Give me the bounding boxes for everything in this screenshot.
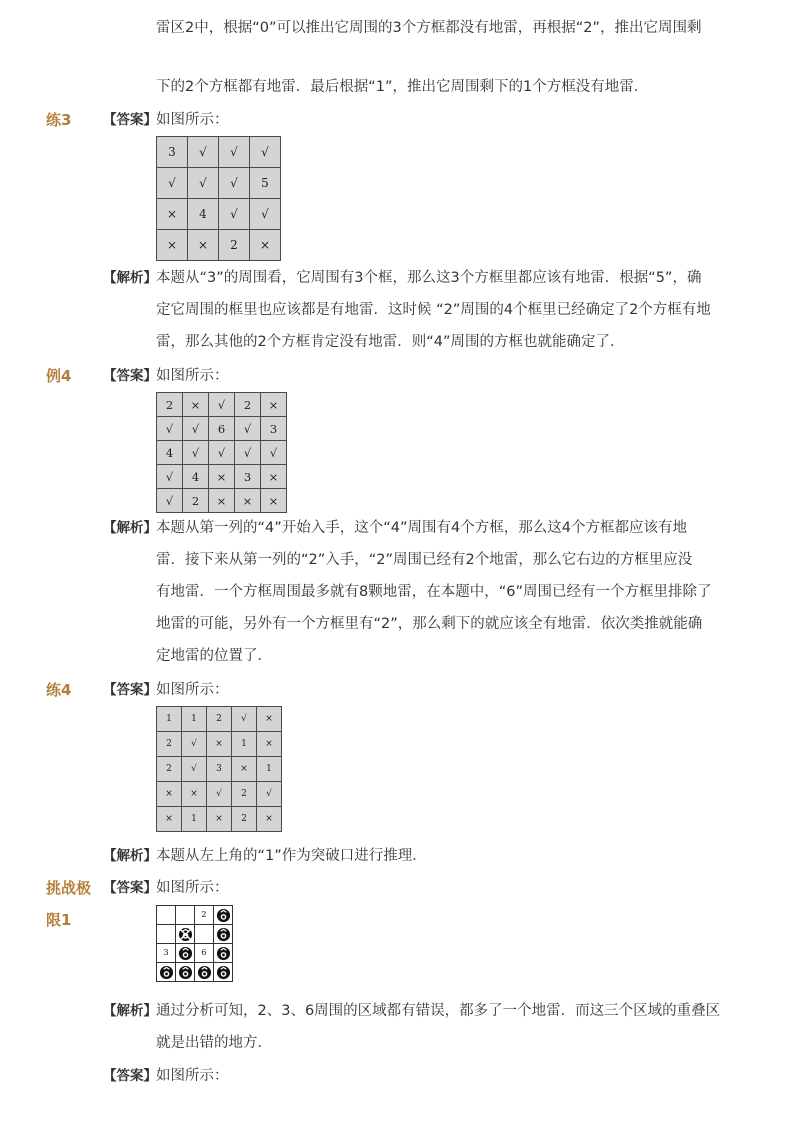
grid-cell: √ bbox=[188, 168, 219, 199]
grid-cell: 1 bbox=[157, 707, 182, 732]
answer-tag: 【答案】 bbox=[103, 880, 157, 896]
grid-cell: √ bbox=[209, 441, 235, 465]
grid-row bbox=[157, 906, 233, 925]
answer-tag: 【答案】 bbox=[103, 682, 157, 698]
grid-cell: × bbox=[261, 465, 287, 489]
analysis-line: 就是出错的地方． bbox=[156, 1035, 272, 1051]
grid-cell: 4 bbox=[157, 441, 183, 465]
grid-cell: √ bbox=[157, 168, 188, 199]
grid-cell: × bbox=[209, 465, 235, 489]
grid-cell bbox=[214, 963, 233, 982]
answer-grid-li4 bbox=[156, 392, 287, 513]
analysis-line: 有地雷．一个方框周围最多就有8颗地雷，在本题中，“6”周围已经有一个方框里排除了 bbox=[156, 584, 712, 600]
grid-cell: 2 bbox=[157, 393, 183, 417]
grid-cell: 3 bbox=[235, 465, 261, 489]
grid-cell bbox=[214, 925, 233, 944]
grid-cell: 5 bbox=[250, 168, 281, 199]
analysis-tag: 【解析】 bbox=[103, 520, 157, 536]
grid-cell: × bbox=[209, 489, 235, 513]
grid-row bbox=[157, 782, 282, 807]
grid-cell: × bbox=[261, 393, 287, 417]
intro-line-2: 下的2个方框都有地雷．最后根据“1”，推出它周围剩下的1个方框没有地雷． bbox=[156, 79, 649, 95]
grid-cell: √ bbox=[183, 417, 209, 441]
section-label-tiaozhan-1: 挑战极 bbox=[46, 879, 92, 897]
mine-icon bbox=[216, 908, 231, 923]
grid-cell: √ bbox=[219, 137, 250, 168]
grid-cell bbox=[195, 963, 214, 982]
grid-cell: 2 bbox=[195, 906, 214, 925]
grid-cell: × bbox=[250, 230, 281, 261]
analysis-line: 通过分析可知，2、3、6周围的区域都有错误，都多了一个地雷．而这三个区域的重叠区 bbox=[156, 1003, 721, 1019]
answer-text: 如图所示： bbox=[156, 368, 229, 384]
grid-cell: 6 bbox=[209, 417, 235, 441]
grid-cell: × bbox=[261, 489, 287, 513]
mine-icon bbox=[216, 946, 231, 961]
grid-cell: √ bbox=[188, 137, 219, 168]
analysis-line: 本题从第一列的“4”开始入手，这个“4”周围有4个方框，那么这4个方框都应该有地 bbox=[156, 520, 687, 536]
grid-row bbox=[157, 732, 282, 757]
grid-row bbox=[157, 963, 233, 982]
mine-icon bbox=[216, 965, 231, 980]
grid-cell: × bbox=[157, 807, 182, 832]
grid-cell: 3 bbox=[261, 417, 287, 441]
grid-cell: × bbox=[232, 757, 257, 782]
analysis-line: 雷．接下来从第一列的“2”入手，“2”周围已经有2个地雷，那么它右边的方框里应没 bbox=[156, 552, 693, 568]
grid-row bbox=[157, 944, 233, 963]
grid-cell: × bbox=[207, 732, 232, 757]
intro-line-1: 雷区2中，根据“0”可以推出它周围的3个方框都没有地雷，再根据“2”，推出它周围剩 bbox=[156, 20, 702, 36]
mine-icon bbox=[159, 965, 174, 980]
grid-cell bbox=[157, 906, 176, 925]
grid-cell bbox=[176, 963, 195, 982]
answer-grid-tiaozhan bbox=[156, 905, 233, 982]
grid-cell: × bbox=[207, 807, 232, 832]
grid-row bbox=[157, 441, 287, 465]
grid-row bbox=[157, 707, 282, 732]
grid-cell: √ bbox=[257, 782, 282, 807]
grid-cell: 1 bbox=[257, 757, 282, 782]
grid-row bbox=[157, 230, 281, 261]
grid-cell: × bbox=[183, 393, 209, 417]
grid-cell: 4 bbox=[188, 199, 219, 230]
grid-cell: 6 bbox=[195, 944, 214, 963]
grid-cell: √ bbox=[157, 489, 183, 513]
analysis-line: 定它周围的框里也应该都是有地雷．这时候 “2”周围的4个框里已经确定了2个方框有地 bbox=[156, 302, 711, 318]
section-label-lian3: 练3 bbox=[46, 111, 72, 129]
grid-cell: √ bbox=[207, 782, 232, 807]
answer-text: 如图所示： bbox=[156, 682, 229, 698]
grid-cell: √ bbox=[182, 757, 207, 782]
section-label-tiaozhan-2: 限1 bbox=[46, 911, 72, 929]
grid-row bbox=[157, 925, 233, 944]
grid-cell: × bbox=[235, 489, 261, 513]
grid-row bbox=[157, 489, 287, 513]
grid-cell: 1 bbox=[182, 707, 207, 732]
grid-cell: √ bbox=[219, 199, 250, 230]
answer-tag: 【答案】 bbox=[103, 112, 157, 128]
grid-cell: × bbox=[157, 199, 188, 230]
grid-cell: √ bbox=[183, 441, 209, 465]
grid-row bbox=[157, 757, 282, 782]
analysis-line: 定地雷的位置了． bbox=[156, 648, 272, 664]
grid-cell: 4 bbox=[183, 465, 209, 489]
grid-cell bbox=[157, 925, 176, 944]
grid-cell: 3 bbox=[157, 137, 188, 168]
grid-cell: √ bbox=[157, 417, 183, 441]
grid-cell: √ bbox=[182, 732, 207, 757]
grid-cell: √ bbox=[250, 137, 281, 168]
grid-row bbox=[157, 417, 287, 441]
grid-cell: 1 bbox=[232, 732, 257, 757]
section-label-lian4: 练4 bbox=[46, 681, 72, 699]
analysis-tag: 【解析】 bbox=[103, 848, 157, 864]
grid-cell bbox=[157, 963, 176, 982]
grid-cell: 3 bbox=[157, 944, 176, 963]
grid-cell: 1 bbox=[182, 807, 207, 832]
grid-row bbox=[157, 465, 287, 489]
grid-cell bbox=[214, 906, 233, 925]
grid-cell: 3 bbox=[207, 757, 232, 782]
grid-cell: × bbox=[257, 807, 282, 832]
grid-cell bbox=[214, 944, 233, 963]
grid-cell bbox=[176, 925, 195, 944]
analysis-tag: 【解析】 bbox=[103, 1003, 157, 1019]
grid-row bbox=[157, 168, 281, 199]
grid-cell: √ bbox=[250, 199, 281, 230]
grid-cell: 2 bbox=[157, 757, 182, 782]
answer-text: 如图所示： bbox=[156, 880, 229, 896]
grid-cell: 2 bbox=[183, 489, 209, 513]
mine-icon bbox=[178, 965, 193, 980]
grid-cell: 2 bbox=[232, 807, 257, 832]
grid-row bbox=[157, 199, 281, 230]
grid-cell: 2 bbox=[157, 732, 182, 757]
analysis-line: 地雷的可能，另外有一个方框里有“2”，那么剩下的就应该全有地雷．依次类推就能确 bbox=[156, 616, 703, 632]
grid-cell: × bbox=[188, 230, 219, 261]
analysis-tag: 【解析】 bbox=[103, 270, 157, 286]
grid-cell: 2 bbox=[232, 782, 257, 807]
grid-row bbox=[157, 393, 287, 417]
grid-row bbox=[157, 137, 281, 168]
answer-text: 如图所示： bbox=[156, 112, 229, 128]
answer-grid-lian3 bbox=[156, 136, 281, 261]
grid-cell: 2 bbox=[207, 707, 232, 732]
grid-cell: × bbox=[157, 230, 188, 261]
grid-cell: × bbox=[257, 707, 282, 732]
answer-grid-lian4 bbox=[156, 706, 282, 832]
grid-cell bbox=[176, 906, 195, 925]
grid-cell bbox=[195, 925, 214, 944]
grid-cell: √ bbox=[157, 465, 183, 489]
crossed-mine-icon bbox=[178, 927, 193, 942]
grid-cell: 2 bbox=[219, 230, 250, 261]
answer-tag: 【答案】 bbox=[103, 368, 157, 384]
grid-cell: √ bbox=[235, 441, 261, 465]
answer-tag: 【答案】 bbox=[103, 1068, 157, 1084]
mine-icon bbox=[216, 927, 231, 942]
analysis-line: 本题从左上角的“1”作为突破口进行推理． bbox=[156, 848, 427, 864]
answer-text: 如图所示： bbox=[156, 1068, 229, 1084]
grid-cell: × bbox=[157, 782, 182, 807]
analysis-line: 本题从“3”的周围看，它周围有3个框，那么这3个方框里都应该有地雷．根据“5”，确 bbox=[156, 270, 702, 286]
grid-cell: √ bbox=[235, 417, 261, 441]
grid-cell: √ bbox=[261, 441, 287, 465]
analysis-line: 雷，那么其他的2个方框肯定没有地雷．则“4”周围的方框也就能确定了． bbox=[156, 334, 625, 350]
grid-cell: √ bbox=[232, 707, 257, 732]
grid-cell: × bbox=[257, 732, 282, 757]
section-label-li4: 例4 bbox=[46, 367, 72, 385]
grid-cell bbox=[176, 944, 195, 963]
grid-cell: √ bbox=[209, 393, 235, 417]
grid-cell: 2 bbox=[235, 393, 261, 417]
grid-cell: × bbox=[182, 782, 207, 807]
grid-cell: √ bbox=[219, 168, 250, 199]
grid-row bbox=[157, 807, 282, 832]
mine-icon bbox=[197, 965, 212, 980]
mine-icon bbox=[178, 946, 193, 961]
